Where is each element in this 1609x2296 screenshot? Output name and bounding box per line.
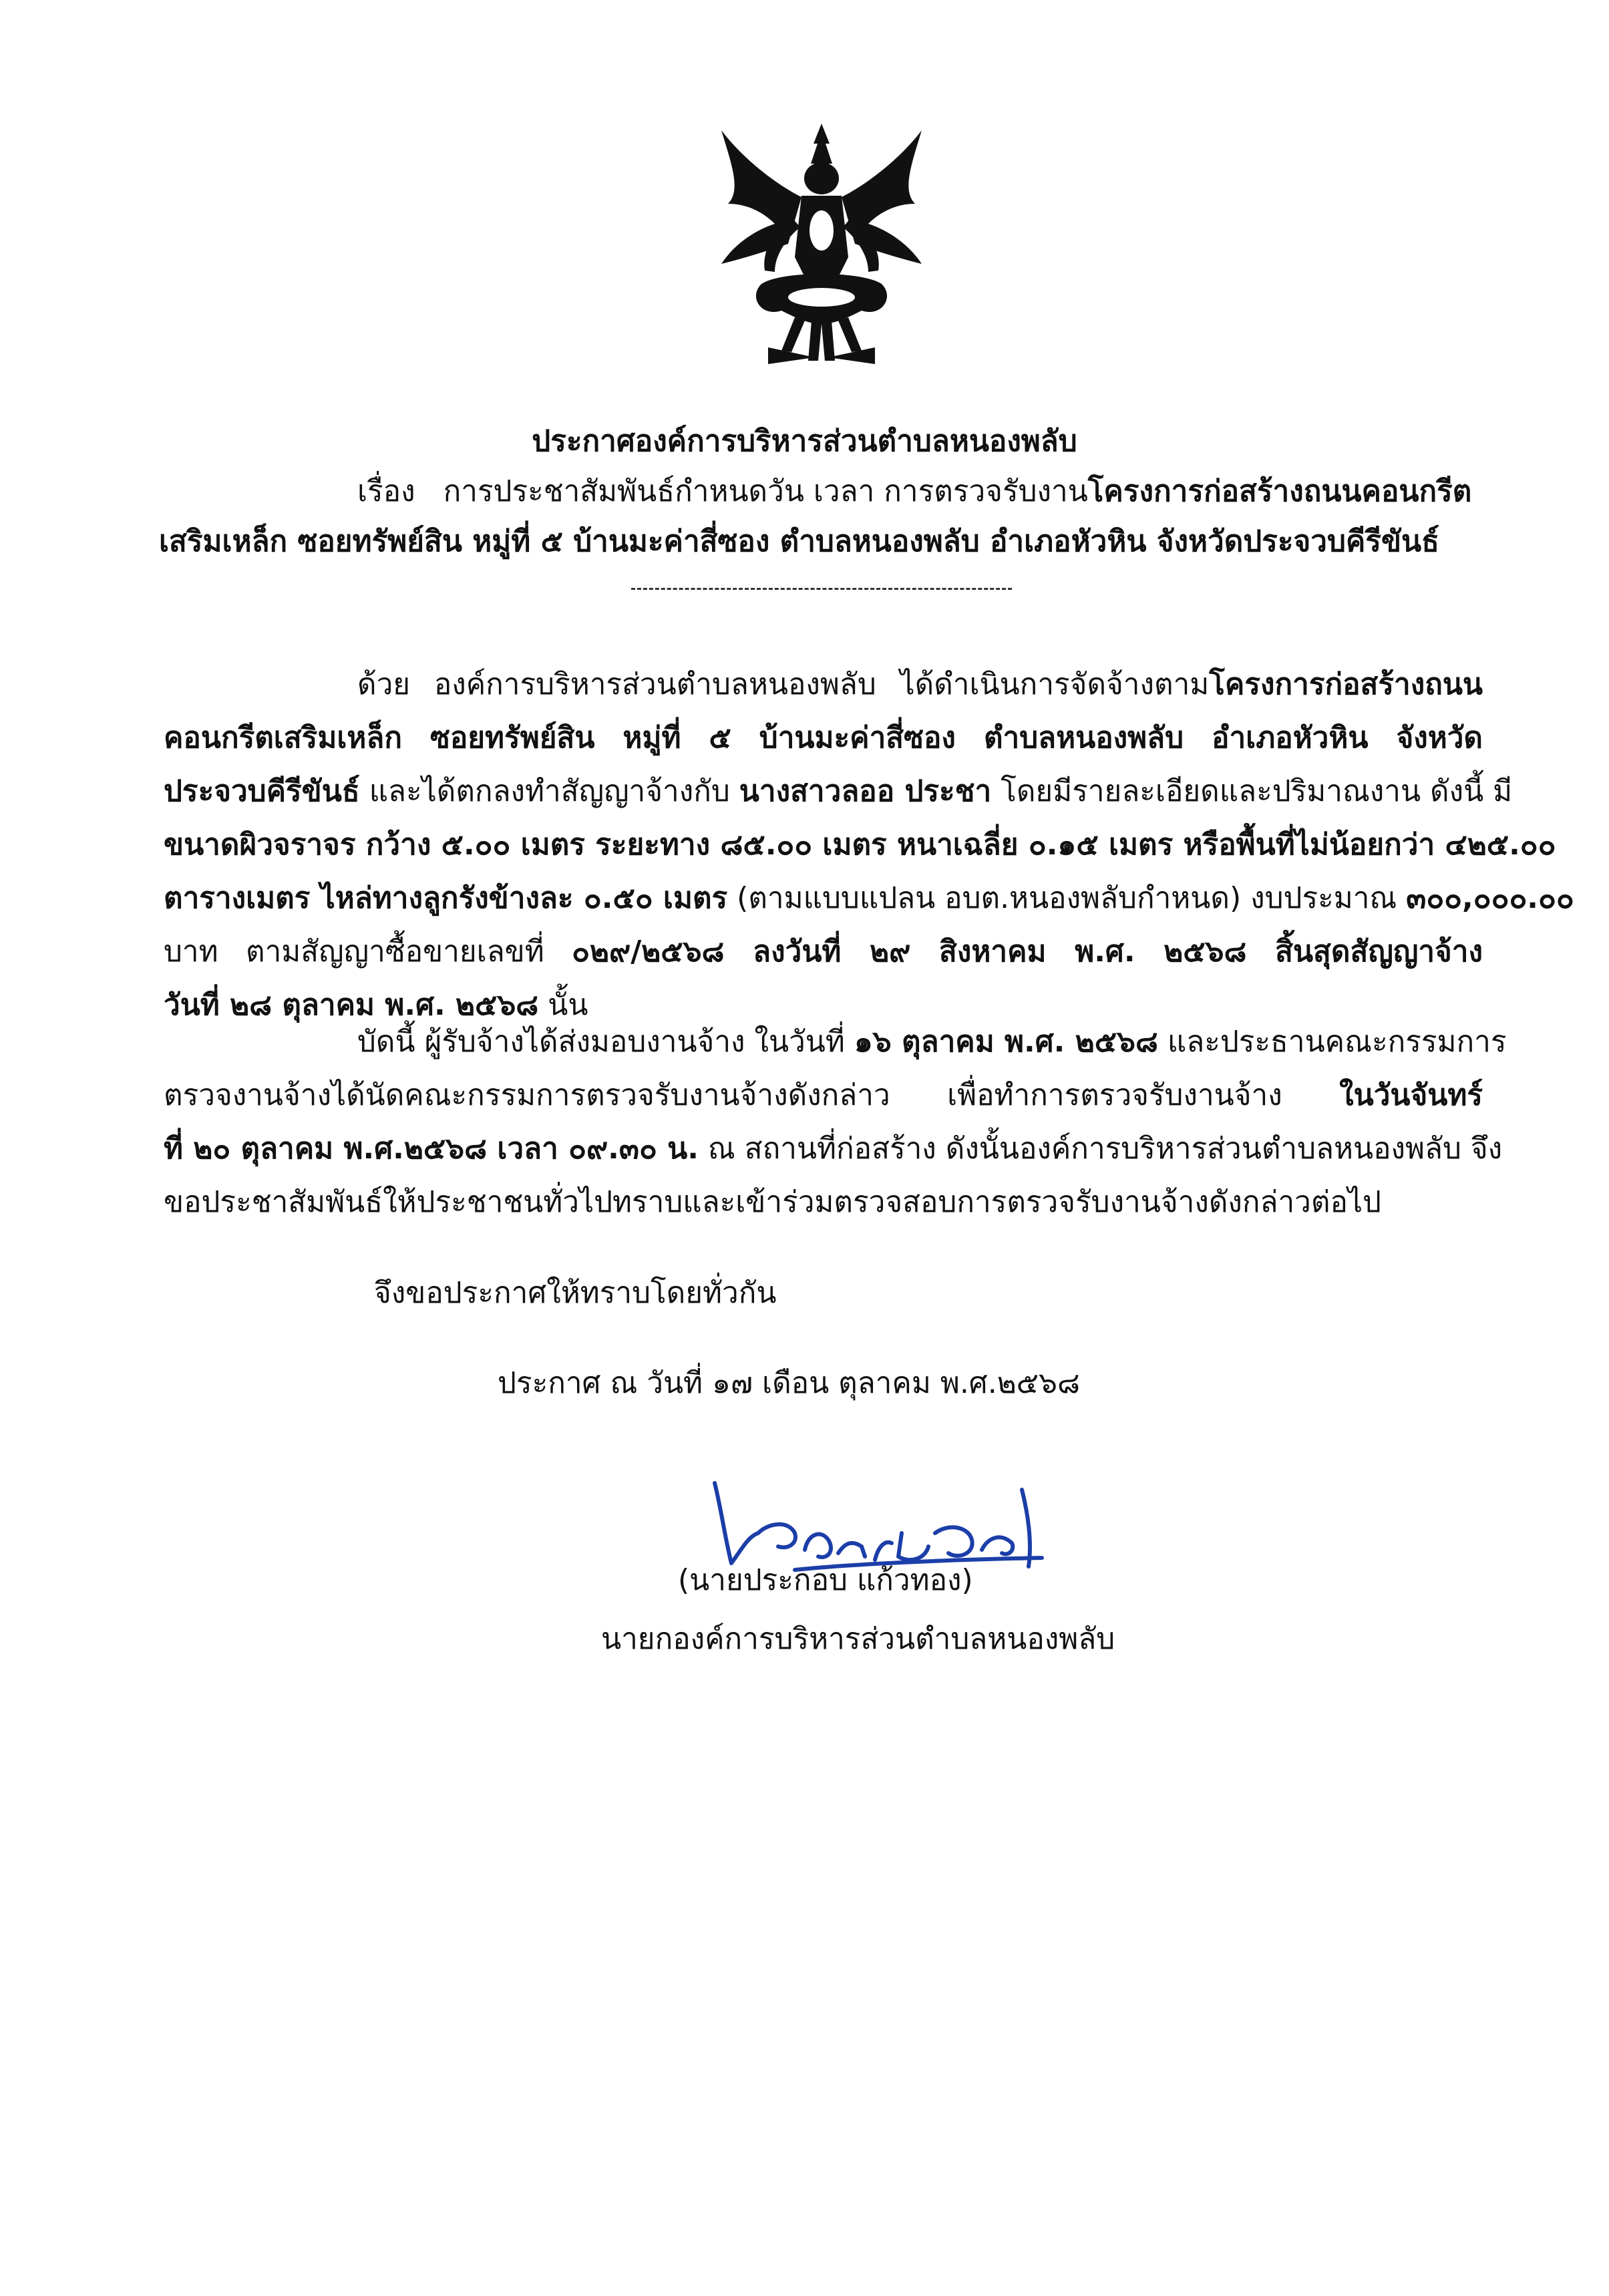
para2-text-1a: บัดนี้ ผู้รับจ้างได้ส่งมอบงานจ้าง ในวันที่ <box>357 1025 854 1059</box>
announcement-date: ประกาศ ณ วันที่ ๑๗ เดือน ตุลาคม พ.ศ.๒๕๖๘ <box>498 1366 1080 1400</box>
para2-text-2a: ตรวจงานจ้างได้นัดคณะกรรมการตรวจรับงานจ้างดังกล่าว เพื่อทำการตรวจรับงานจ้าง <box>164 1078 1340 1112</box>
para2-text-1c: และประธานคณะกรรมการ <box>1157 1025 1507 1059</box>
para2-text-3b: ณ สถานที่ก่อสร้าง ดังนั้นองค์การบริหารส่วนตำบลหนองพลับ จึง <box>698 1132 1503 1166</box>
para2-line-3 <box>164 1122 1503 1176</box>
para1-text-5b: (ตามแบบแปลน อบต.หนองพลับกำหนด) งบประมาณ <box>727 881 1407 915</box>
para1-line-3 <box>164 765 1513 818</box>
signer-position: นายกองค์การบริหารส่วนตำบลหนองพลับ <box>601 1622 1115 1656</box>
divider-rule <box>631 588 1012 590</box>
para1-text-4: ขนาดผิวจราจร กว้าง ๕.๐๐ เมตร ระยะทาง ๘๕.๐๐ เมตร หนาเฉลี่ย ๐.๑๕ เมตร หรือพื้นที่ไม่น้อยกว่า ๔๒๕.๐๐ <box>164 828 1556 862</box>
para1-text-7a: วันที่ ๒๘ ตุลาคม พ.ศ. ๒๕๖๘ <box>164 988 539 1022</box>
paragraph-1 <box>164 658 1574 1032</box>
para1-text-6a: บาท ตามสัญญาซื้อขายเลขที่ <box>164 935 572 969</box>
closing-statement: จึงขอประกาศให้ทราบโดยทั่วกัน <box>374 1276 777 1310</box>
para1-text-3c: นางสาวลออ ประชา <box>739 774 992 808</box>
para1-text-3d: โดยมีรายละเอียดและปริมาณงาน ดังนี้ มี <box>991 774 1513 808</box>
para1-line-6 <box>164 925 1483 979</box>
para1-line-1 <box>164 658 1483 711</box>
para1-text-1a: ด้วย องค์การบริหารส่วนตำบลหนองพลับ ได้ดำเนินการจัดจ้างตาม <box>357 667 1210 701</box>
subject-label: เรื่อง <box>357 474 415 508</box>
para1-text-2: คอนกรีตเสริมเหล็ก ซอยทรัพย์สิน หมู่ที่ ๕ บ้านมะค่าสี่ซอง ตำบลหนองพลับ อำเภอหัวหิน จังหวัด <box>164 721 1483 755</box>
para1-line-5 <box>164 872 1574 925</box>
para1-line-4 <box>164 818 1556 872</box>
para1-text-1b: โครงการก่อสร้างถนน <box>1209 667 1483 701</box>
signer-name: (นายประกอบ แก้วทอง) <box>678 1563 973 1597</box>
para1-text-7b: นั้น <box>538 988 588 1022</box>
para2-line-4 <box>164 1176 1483 1229</box>
para2-line-2 <box>164 1069 1483 1122</box>
para2-text-4: ขอประชาสัมพันธ์ให้ประชาชนทั่วไปทราบและเข้าร่วมตรวจสอบการตรวจรับงานจ้างดังกล่าวต่อไป <box>164 1185 1381 1219</box>
subject-line-1 <box>357 468 1471 514</box>
para1-text-5a: ตารางเมตร ไหล่ทางลูกรังข้างละ ๐.๕๐ เมตร <box>164 881 728 915</box>
garuda-emblem-icon <box>681 117 962 371</box>
para2-text-2b: ในวันจันทร์ <box>1339 1078 1483 1112</box>
para1-text-5c: ๓๐๐,๐๐๐.๐๐ <box>1406 881 1574 915</box>
para2-text-1b: ๑๖ ตุลาคม พ.ศ. ๒๕๖๘ <box>854 1025 1158 1059</box>
subject-text-bold-2: เสริมเหล็ก ซอยทรัพย์สิน หมู่ที่ ๕ บ้านมะค่าสี่ซอง ตำบลหนองพลับ อำเภอหัวหิน จังหวัดประจวบคีรีขันธ์ <box>159 524 1439 558</box>
para1-text-3b: และได้ตกลงทำสัญญาจ้างกับ <box>359 774 739 808</box>
para1-line-2 <box>164 711 1483 765</box>
para1-text-3a: ประจวบคีรีขันธ์ <box>164 774 360 808</box>
subject-text-plain: การประชาสัมพันธ์กำหนดวัน เวลา การตรวจรับงาน <box>443 474 1088 508</box>
subject-line-2 <box>159 518 1439 564</box>
announcement-title: ประกาศองค์การบริหารส่วนตำบลหนองพลับ <box>532 424 1077 458</box>
paragraph-2 <box>164 1015 1507 1229</box>
subject-text-bold: โครงการก่อสร้างถนนคอนกรีต <box>1087 474 1472 508</box>
para2-text-3a: ที่ ๒๐ ตุลาคม พ.ศ.๒๕๖๘ เวลา ๐๙.๓๐ น. <box>164 1132 699 1166</box>
para1-text-6b: ๐๒๙/๒๕๖๘ ลงวันที่ ๒๙ สิงหาคม พ.ศ. ๒๕๖๘ สิ้นสุดสัญญาจ้าง <box>572 935 1483 969</box>
para2-line-1 <box>164 1015 1507 1069</box>
